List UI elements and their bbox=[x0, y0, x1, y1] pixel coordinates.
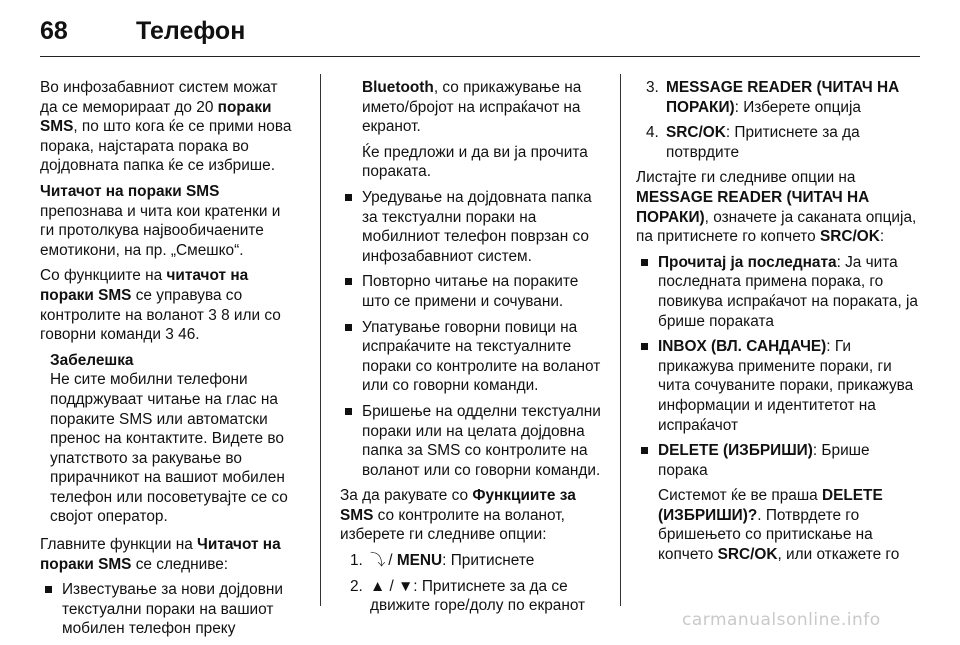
list-item: Известување за нови дојдовни текстуални пораки на вашиот мобилен телефон преку bbox=[40, 580, 298, 639]
main-functions-paragraph: Главните функции на Читачот на пораки SMS се следниве: bbox=[40, 536, 281, 573]
column-1 bbox=[40, 78, 298, 645]
options-paragraph: Листајте ги следниве опции на MESSAGE READER (ЧИТАЧ НА ПОРАКИ), означете ја саканата опција, па притиснете го копчето SRC/OK: bbox=[636, 169, 917, 246]
page-number: 68 bbox=[40, 17, 68, 45]
step-item: 4. SRC/OK: Притиснете за да потврдите bbox=[646, 124, 860, 161]
list-item: Прочитај ја последната: Ја чита последната примена порака, го повикува испраќачот на пораката, ја брише пораката bbox=[636, 253, 920, 331]
list-item: INBOX (ВЛ. САНДАЧЕ): Ги прикажува примените пораки, ги чита сочуваните пораки, прикажува информации и идентитетот на испраќачот bbox=[636, 337, 920, 435]
intro-paragraph: Во инфозабавниот систем можат да се меморираат до 20 пораки SMS, по што кога ќе се прими нова порака, најстарата порака во дојдовната папка ќе се избрише. bbox=[40, 79, 292, 175]
controls-paragraph: Со функциите на читачот на пораки SMS се управува со контролите на воланот 3 8 или со говорни команди 3 46. bbox=[40, 267, 281, 344]
list-item: Упатување говорни повици на испраќачите на текстуалните пораки со контролите на воланот или со говорни команди. bbox=[340, 318, 604, 396]
column-divider-1 bbox=[320, 74, 321, 606]
list-item: Бришење на одделни текстуални пораки или на целата дојдовна папка за SMS со контролите на воланот или со говорни команди. bbox=[340, 402, 604, 480]
bullet-square-icon bbox=[45, 586, 52, 593]
bullet-square-icon bbox=[345, 194, 352, 201]
column-3 bbox=[636, 78, 920, 571]
phone-hook-icon: ⤵ bbox=[370, 552, 386, 570]
delete-confirm-paragraph: Системот ќе ве праша DELETE (ИЗБРИШИ)?. Потврдете го бришењето со притискање на копчето SRC/OK, или откажете го bbox=[658, 487, 900, 564]
step-item: 2. ▲ / ▼: Притиснете за да се движите горе/долу по екранот bbox=[350, 577, 586, 615]
column-divider-2 bbox=[620, 74, 621, 606]
bullet-square-icon bbox=[345, 324, 352, 331]
list-item: Повторно читање на пораките што се примени и сочувани. bbox=[340, 272, 604, 311]
bullet-square-icon bbox=[345, 408, 352, 415]
bullet-square-icon bbox=[641, 259, 648, 266]
column-2 bbox=[340, 78, 604, 622]
list-item: DELETE (ИЗБРИШИ): Брише порака bbox=[636, 441, 920, 480]
bullet-square-icon bbox=[641, 447, 648, 454]
sms-reader-description: препознава и чита кои кратенки и ги протолкува највообичаените емотикони, на пр. „Смешко“. bbox=[40, 202, 281, 259]
note-box bbox=[50, 351, 298, 527]
list-item: Уредување на дојдовната папка за текстуални пораки на мобилниот телефон поврзан со инфозабавниот систем. bbox=[340, 188, 604, 266]
continued-text: Bluetooth, со прикажување на името/бројот на испраќачот на екранот. bbox=[362, 79, 582, 136]
page-title: Телефон bbox=[136, 17, 246, 45]
bullet-square-icon bbox=[641, 343, 648, 350]
watermark: carmanualsonline.info bbox=[682, 610, 881, 630]
header-rule bbox=[40, 56, 920, 57]
page-header bbox=[40, 12, 920, 52]
operate-paragraph: За да ракувате со Функциите за SMS со контролите на воланот, изберете ги следниве опции: bbox=[340, 487, 576, 544]
step-item: 1. ⤵ / MENU: Притиснете bbox=[350, 552, 535, 570]
ref-arrow-icon: 3 bbox=[165, 326, 174, 344]
sms-reader-heading: Читачот на пораки SMS bbox=[40, 182, 220, 200]
ref-arrow-icon: 3 bbox=[208, 306, 217, 324]
continued-text-2: Ќе предложи и да ви ја прочита пораката. bbox=[362, 143, 588, 181]
step-item: 3. MESSAGE READER (ЧИТАЧ НА ПОРАКИ): Изберете опција bbox=[646, 79, 900, 116]
note-title: Забелешка bbox=[50, 351, 134, 369]
note-text: Не сите мобилни телефони поддржуваат читање на глас на пораките SMS или автоматски пренос на контактите. Видете во упатството за ракување во прирачникот на вашиот мобилен телефон или посоветувајте се со својот оператор. bbox=[50, 371, 288, 526]
bullet-square-icon bbox=[345, 278, 352, 285]
